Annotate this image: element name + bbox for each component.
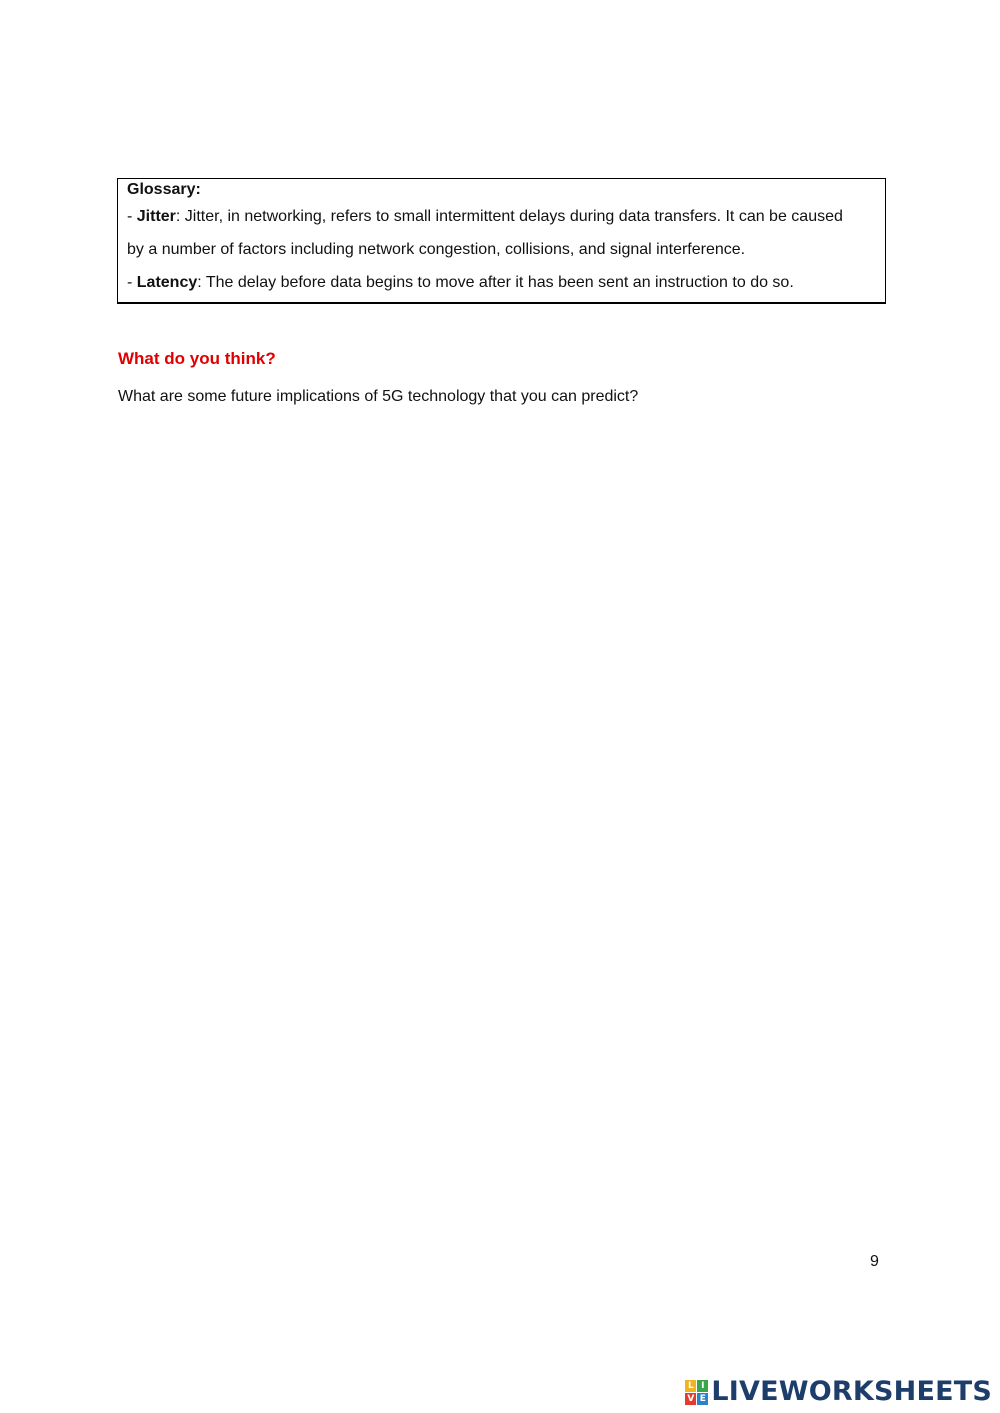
jitter-term: Jitter xyxy=(136,208,176,225)
glossary-title: Glossary: xyxy=(127,181,201,198)
latency-definition: : The delay before data begins to move after it has been sent an instruction to do so. xyxy=(197,274,794,291)
latency-dash: - xyxy=(127,274,137,291)
liveworksheets-logo-icon xyxy=(685,1380,708,1405)
liveworksheets-brand[interactable] xyxy=(685,1377,992,1407)
logo-letter-i: I xyxy=(697,1380,708,1392)
page-number: 9 xyxy=(870,1253,879,1270)
glossary-entry-latency xyxy=(127,266,880,299)
logo-letter-v: V xyxy=(685,1393,696,1405)
jitter-definition-line1: : Jitter, in networking, refers to small intermittent delays during data transfers. It can be caused xyxy=(175,208,843,225)
logo-letter-l: L xyxy=(685,1380,696,1392)
latency-term: Latency xyxy=(136,274,198,291)
liveworksheets-wordmark: LIVEWORKSHEETS xyxy=(711,1376,992,1407)
section-heading: What do you think? xyxy=(118,349,276,368)
logo-letter-e: E xyxy=(697,1393,708,1405)
glossary-entry-jitter xyxy=(127,200,880,233)
jitter-definition-line2: by a number of factors including network congestion, collisions, and signal interference. xyxy=(127,241,746,258)
question-text: What are some future implications of 5G technology that you can predict? xyxy=(118,388,639,405)
glossary-box xyxy=(117,178,886,304)
jitter-dash: - xyxy=(127,208,137,225)
